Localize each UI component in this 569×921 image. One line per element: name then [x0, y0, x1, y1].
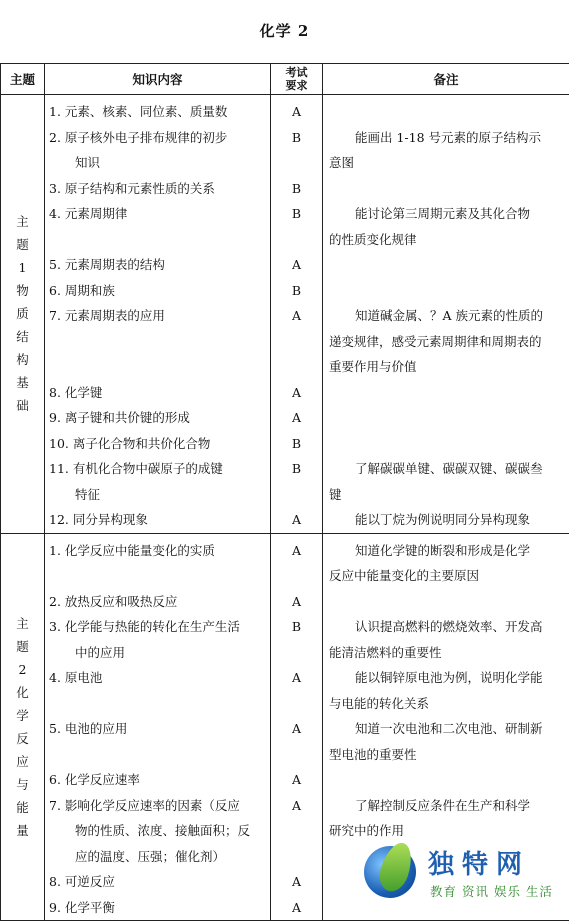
theme-label-char: 化 — [1, 681, 44, 704]
requirement-value: A — [271, 507, 322, 533]
note-text: 了解控制反应条件在生产和科学 — [323, 793, 569, 819]
note-text — [323, 278, 569, 304]
curriculum-table — [0, 63, 569, 921]
requirement-value — [271, 742, 322, 768]
knowledge-item: 2. 原子核外电子排布规律的初步 — [45, 125, 270, 151]
theme-label-char: 基 — [1, 371, 44, 394]
knowledge-item: 8. 可逆反应 — [45, 869, 270, 895]
requirement-value: B — [271, 614, 322, 640]
requirement-value: A — [271, 538, 322, 564]
knowledge-item: 8. 化学键 — [45, 380, 270, 406]
requirement-value: A — [271, 252, 322, 278]
knowledge-item-cont — [45, 742, 270, 768]
note-text — [323, 99, 569, 125]
note-text: 键 — [323, 482, 569, 508]
theme-label-char: 量 — [1, 819, 44, 842]
content-cell — [45, 95, 271, 534]
table-header-row — [1, 64, 569, 95]
requirement-value — [271, 329, 322, 355]
knowledge-item: 7. 元素周期表的应用 — [45, 303, 270, 329]
note-text: 能讨论第三周期元素及其化合物 — [323, 201, 569, 227]
knowledge-item-cont — [45, 329, 270, 355]
knowledge-item-cont — [45, 227, 270, 253]
theme-label-char: 反 — [1, 727, 44, 750]
logo-name: 独特网 — [428, 844, 530, 881]
knowledge-item: 6. 周期和族 — [45, 278, 270, 304]
knowledge-item: 1. 化学反应中能量变化的实质 — [45, 538, 270, 564]
knowledge-item: 3. 原子结构和元素性质的关系 — [45, 176, 270, 202]
requirement-value — [271, 844, 322, 870]
note-text — [323, 589, 569, 615]
knowledge-item: 3. 化学能与热能的转化在生产生活 — [45, 614, 270, 640]
theme-label-char: 物 — [1, 279, 44, 302]
note-text: 的性质变化规律 — [323, 227, 569, 253]
header-content: 知识内容 — [45, 64, 271, 95]
knowledge-item-cont — [45, 563, 270, 589]
theme-label-char: 质 — [1, 302, 44, 325]
requirement-value — [271, 354, 322, 380]
note-text — [323, 380, 569, 406]
note-text — [323, 767, 569, 793]
theme-label-char: 主 — [1, 210, 44, 233]
requirement-value: B — [271, 176, 322, 202]
requirement-value — [271, 640, 322, 666]
knowledge-item-cont: 特征 — [45, 482, 270, 508]
knowledge-item: 9. 离子键和共价键的形成 — [45, 405, 270, 431]
requirement-value — [271, 150, 322, 176]
note-text: 知道一次电池和二次电池、研制新 — [323, 716, 569, 742]
requirement-value: B — [271, 456, 322, 482]
requirement-cell — [271, 95, 323, 534]
note-cell — [323, 95, 569, 534]
note-text — [323, 405, 569, 431]
requirement-value — [271, 227, 322, 253]
knowledge-item-cont: 应的温度、压强；催化剂） — [45, 844, 270, 870]
knowledge-item-cont — [45, 354, 270, 380]
theme-label-char: 题 — [1, 635, 44, 658]
knowledge-item: 5. 元素周期表的结构 — [45, 252, 270, 278]
theme-label-char: 础 — [1, 394, 44, 417]
knowledge-item: 4. 元素周期律 — [45, 201, 270, 227]
page-title: 化学 2 — [0, 20, 569, 41]
note-text: 了解碳碳单键、碳碳双键、碳碳叁 — [323, 456, 569, 482]
note-text: 能以丁烷为例说明同分异构现象 — [323, 507, 569, 533]
note-text — [323, 176, 569, 202]
theme-row — [1, 95, 569, 534]
requirement-value: B — [271, 201, 322, 227]
watermark-logo — [360, 840, 560, 908]
theme-label-char: 应 — [1, 750, 44, 773]
theme-label-char: 与 — [1, 773, 44, 796]
note-text — [323, 252, 569, 278]
requirement-value: A — [271, 405, 322, 431]
knowledge-item-cont: 中的应用 — [45, 640, 270, 666]
requirement-value: A — [271, 793, 322, 819]
content-cell — [45, 533, 271, 921]
requirement-value: A — [271, 869, 322, 895]
theme-label-char: 题 — [1, 233, 44, 256]
knowledge-item: 6. 化学反应速率 — [45, 767, 270, 793]
requirement-value: A — [271, 589, 322, 615]
note-text: 知道化学键的断裂和形成是化学 — [323, 538, 569, 564]
theme-label-cell — [1, 533, 45, 921]
note-text — [323, 431, 569, 457]
theme-label — [1, 210, 44, 417]
note-text: 与电能的转化关系 — [323, 691, 569, 717]
requirement-value: A — [271, 380, 322, 406]
theme-label-char: 主 — [1, 612, 44, 635]
knowledge-item: 1. 元素、核素、同位素、质量数 — [45, 99, 270, 125]
knowledge-item-cont: 物的性质、浓度、接触面积；反 — [45, 818, 270, 844]
knowledge-item: 10. 离子化合物和共价化合物 — [45, 431, 270, 457]
requirement-value: A — [271, 767, 322, 793]
header-requirement-line1: 考试 — [286, 66, 308, 79]
requirement-value: A — [271, 303, 322, 329]
theme-label-char: 构 — [1, 348, 44, 371]
theme-label-char: 2 — [1, 658, 44, 681]
requirement-value — [271, 818, 322, 844]
note-text: 知道碱金属、？A 族元素的性质的 — [323, 303, 569, 329]
requirement-cell — [271, 533, 323, 921]
header-note: 备注 — [323, 64, 569, 95]
requirement-value — [271, 482, 322, 508]
requirement-value: B — [271, 125, 322, 151]
requirement-value: A — [271, 665, 322, 691]
note-text: 能以铜锌原电池为例，说明化学能 — [323, 665, 569, 691]
note-text: 能画出 1-18 号元素的原子结构示 — [323, 125, 569, 151]
requirement-value: B — [271, 431, 322, 457]
knowledge-item-cont — [45, 691, 270, 717]
header-requirement — [271, 64, 323, 95]
theme-label-char: 能 — [1, 796, 44, 819]
requirement-value — [271, 691, 322, 717]
header-theme: 主题 — [1, 64, 45, 95]
theme-label — [1, 612, 44, 842]
requirement-value: B — [271, 278, 322, 304]
note-text: 认识提高燃料的燃烧效率、开发高 — [323, 614, 569, 640]
knowledge-item: 9. 化学平衡 — [45, 895, 270, 921]
note-text: 意图 — [323, 150, 569, 176]
theme-label-char: 结 — [1, 325, 44, 348]
theme-label-char: 1 — [1, 256, 44, 279]
knowledge-item: 7. 影响化学反应速率的因素（反应 — [45, 793, 270, 819]
requirement-value: A — [271, 895, 322, 921]
knowledge-item: 5. 电池的应用 — [45, 716, 270, 742]
logo-tagline: 教育 资讯 娱乐 生活 — [430, 882, 553, 900]
knowledge-item: 4. 原电池 — [45, 665, 270, 691]
knowledge-item: 12. 同分异构现象 — [45, 507, 270, 533]
note-text: 重要作用与价值 — [323, 354, 569, 380]
header-requirement-line2: 要求 — [286, 79, 308, 92]
requirement-value: A — [271, 716, 322, 742]
requirement-value: A — [271, 99, 322, 125]
note-text: 能清洁燃料的重要性 — [323, 640, 569, 666]
knowledge-item-cont: 知识 — [45, 150, 270, 176]
theme-label-char: 学 — [1, 704, 44, 727]
note-text: 反应中能量变化的主要原因 — [323, 563, 569, 589]
note-text: 型电池的重要性 — [323, 742, 569, 768]
theme-label-cell — [1, 95, 45, 534]
knowledge-item: 2. 放热反应和吸热反应 — [45, 589, 270, 615]
requirement-value — [271, 563, 322, 589]
knowledge-item: 11. 有机化合物中碳原子的成键 — [45, 456, 270, 482]
note-text: 递变规律，感受元素周期律和周期表的 — [323, 329, 569, 355]
note-text: 研究中的作用 — [323, 818, 569, 844]
